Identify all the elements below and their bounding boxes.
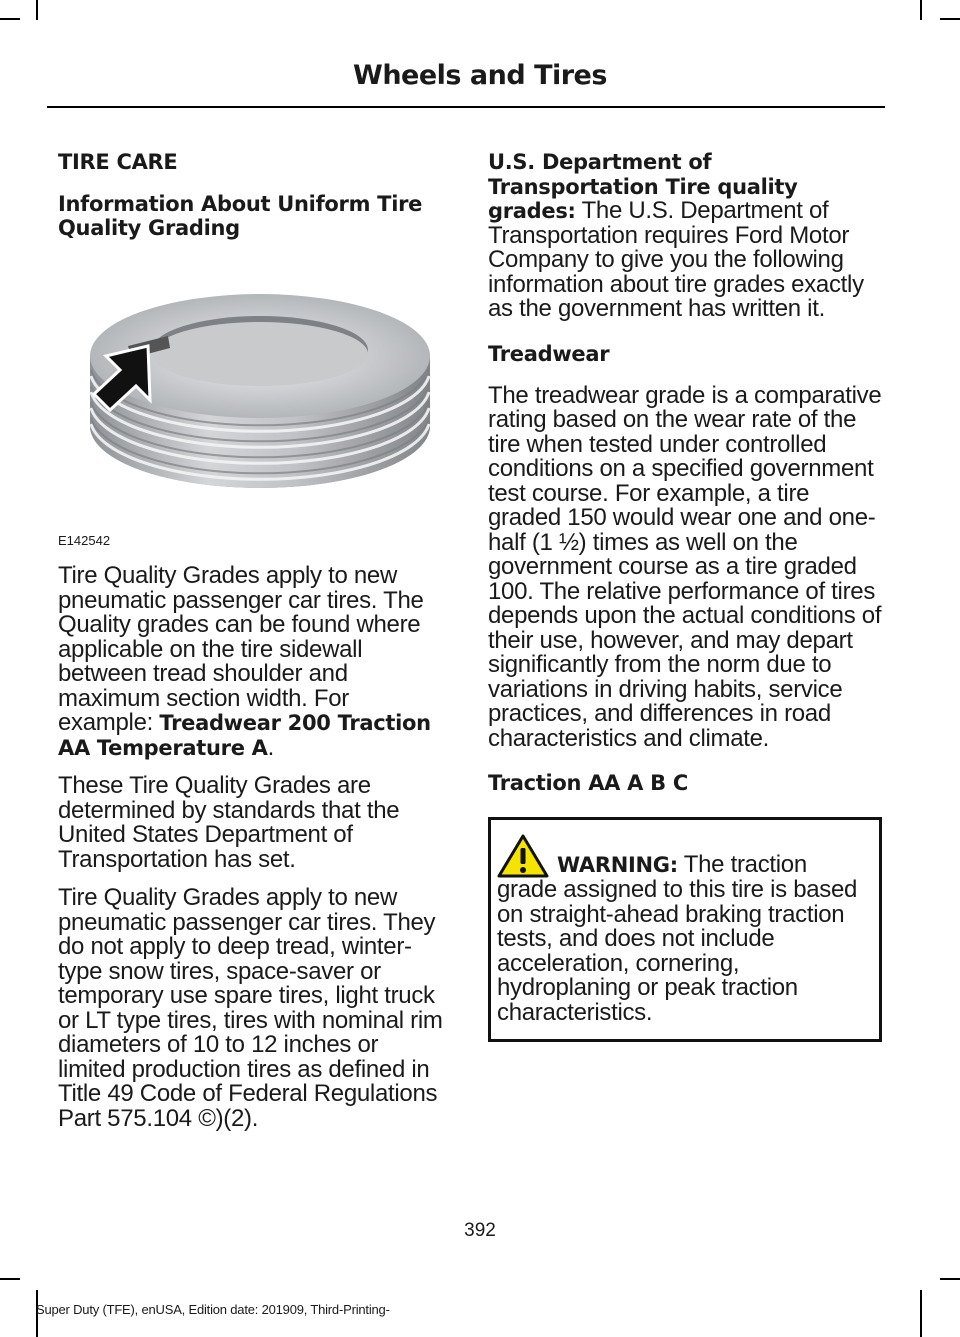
page-number: 392 <box>464 1220 496 1241</box>
header-rule <box>47 106 885 108</box>
page-header-title: Wheels and Tires <box>353 60 607 91</box>
crop-mark <box>940 18 960 20</box>
warning-text: The traction grade assigned to this tire is based on straight-ahead braking traction tests, and does not include acceleration, cornering, hydroplaning or peak traction characteristics. <box>497 851 858 1026</box>
crop-mark <box>920 0 922 20</box>
example-grade: Treadwear 200 Traction AA Temperature A <box>58 711 431 760</box>
paragraph: These Tire Quality Grades are determined by standards that the United States Department of Transportation has set. <box>58 772 400 873</box>
warning-paragraph <box>497 834 871 1025</box>
edition-footer: Super Duty (TFE), enUSA, Edition date: 201909, Third-Printing- <box>36 1302 390 1317</box>
crop-mark <box>940 1278 960 1280</box>
treadwear-paragraph: The treadwear grade is a comparative rating based on the wear rate of the tire when tested under controlled conditions on a specified government test course. For example, a tire graded 150 would wear one and one-half (1 ½) times as well on the government course as a tire graded 100. The relative performance of tires depends upon the actual conditions of their use, however, and may depart significantly from the norm due to variations in driving habits, service practices, and differences in road characteristics and climate. <box>488 381 882 752</box>
dot-text: The U.S. Department of Transportation requires Ford Motor Company to give you the following information about tire grades exactly as the government has written it. <box>488 197 864 322</box>
crop-mark <box>0 18 20 20</box>
crop-mark <box>36 0 38 20</box>
paragraph: Tire Quality Grades apply to new pneumatic passenger car tires. They do not apply to deep tread, winter-type snow tires, space-saver or temporary use spare tires, light truck or LT type tires, tires with nominal rim diameters of 10 to 12 inches or limited production tires as defined in Title 49 Code of Federal Regulations Part 575.104 ©)(2). <box>58 884 443 1132</box>
tire-illustration <box>58 258 450 518</box>
subsection-title: Information About Uniform Tire Quality Grading <box>58 192 423 240</box>
warning-box <box>488 817 882 1042</box>
figure-id: E142542 <box>58 533 111 548</box>
tire-figure <box>58 258 450 548</box>
paragraph-end: . <box>267 733 275 761</box>
traction-title: Traction AA A B C <box>488 771 688 795</box>
section-title: TIRE CARE <box>58 150 178 174</box>
left-column <box>58 150 450 1145</box>
dot-paragraph <box>488 150 882 322</box>
paragraph <box>58 564 450 760</box>
crop-mark <box>920 1290 922 1337</box>
warning-triangle-icon <box>497 834 549 878</box>
warning-label: WARNING: <box>557 853 678 877</box>
treadwear-title: Treadwear <box>488 341 610 366</box>
paragraph-text: Tire Quality Grades apply to new pneumatic passenger car tires. The Quality grades can be found where applicable on the tire sidewall between tread shoulder and maximum section width. For example: <box>58 562 424 736</box>
dot-heading: U.S. Department of Transportation Tire quality grades: <box>488 150 798 223</box>
right-column <box>488 150 882 1042</box>
crop-mark <box>0 1278 20 1280</box>
